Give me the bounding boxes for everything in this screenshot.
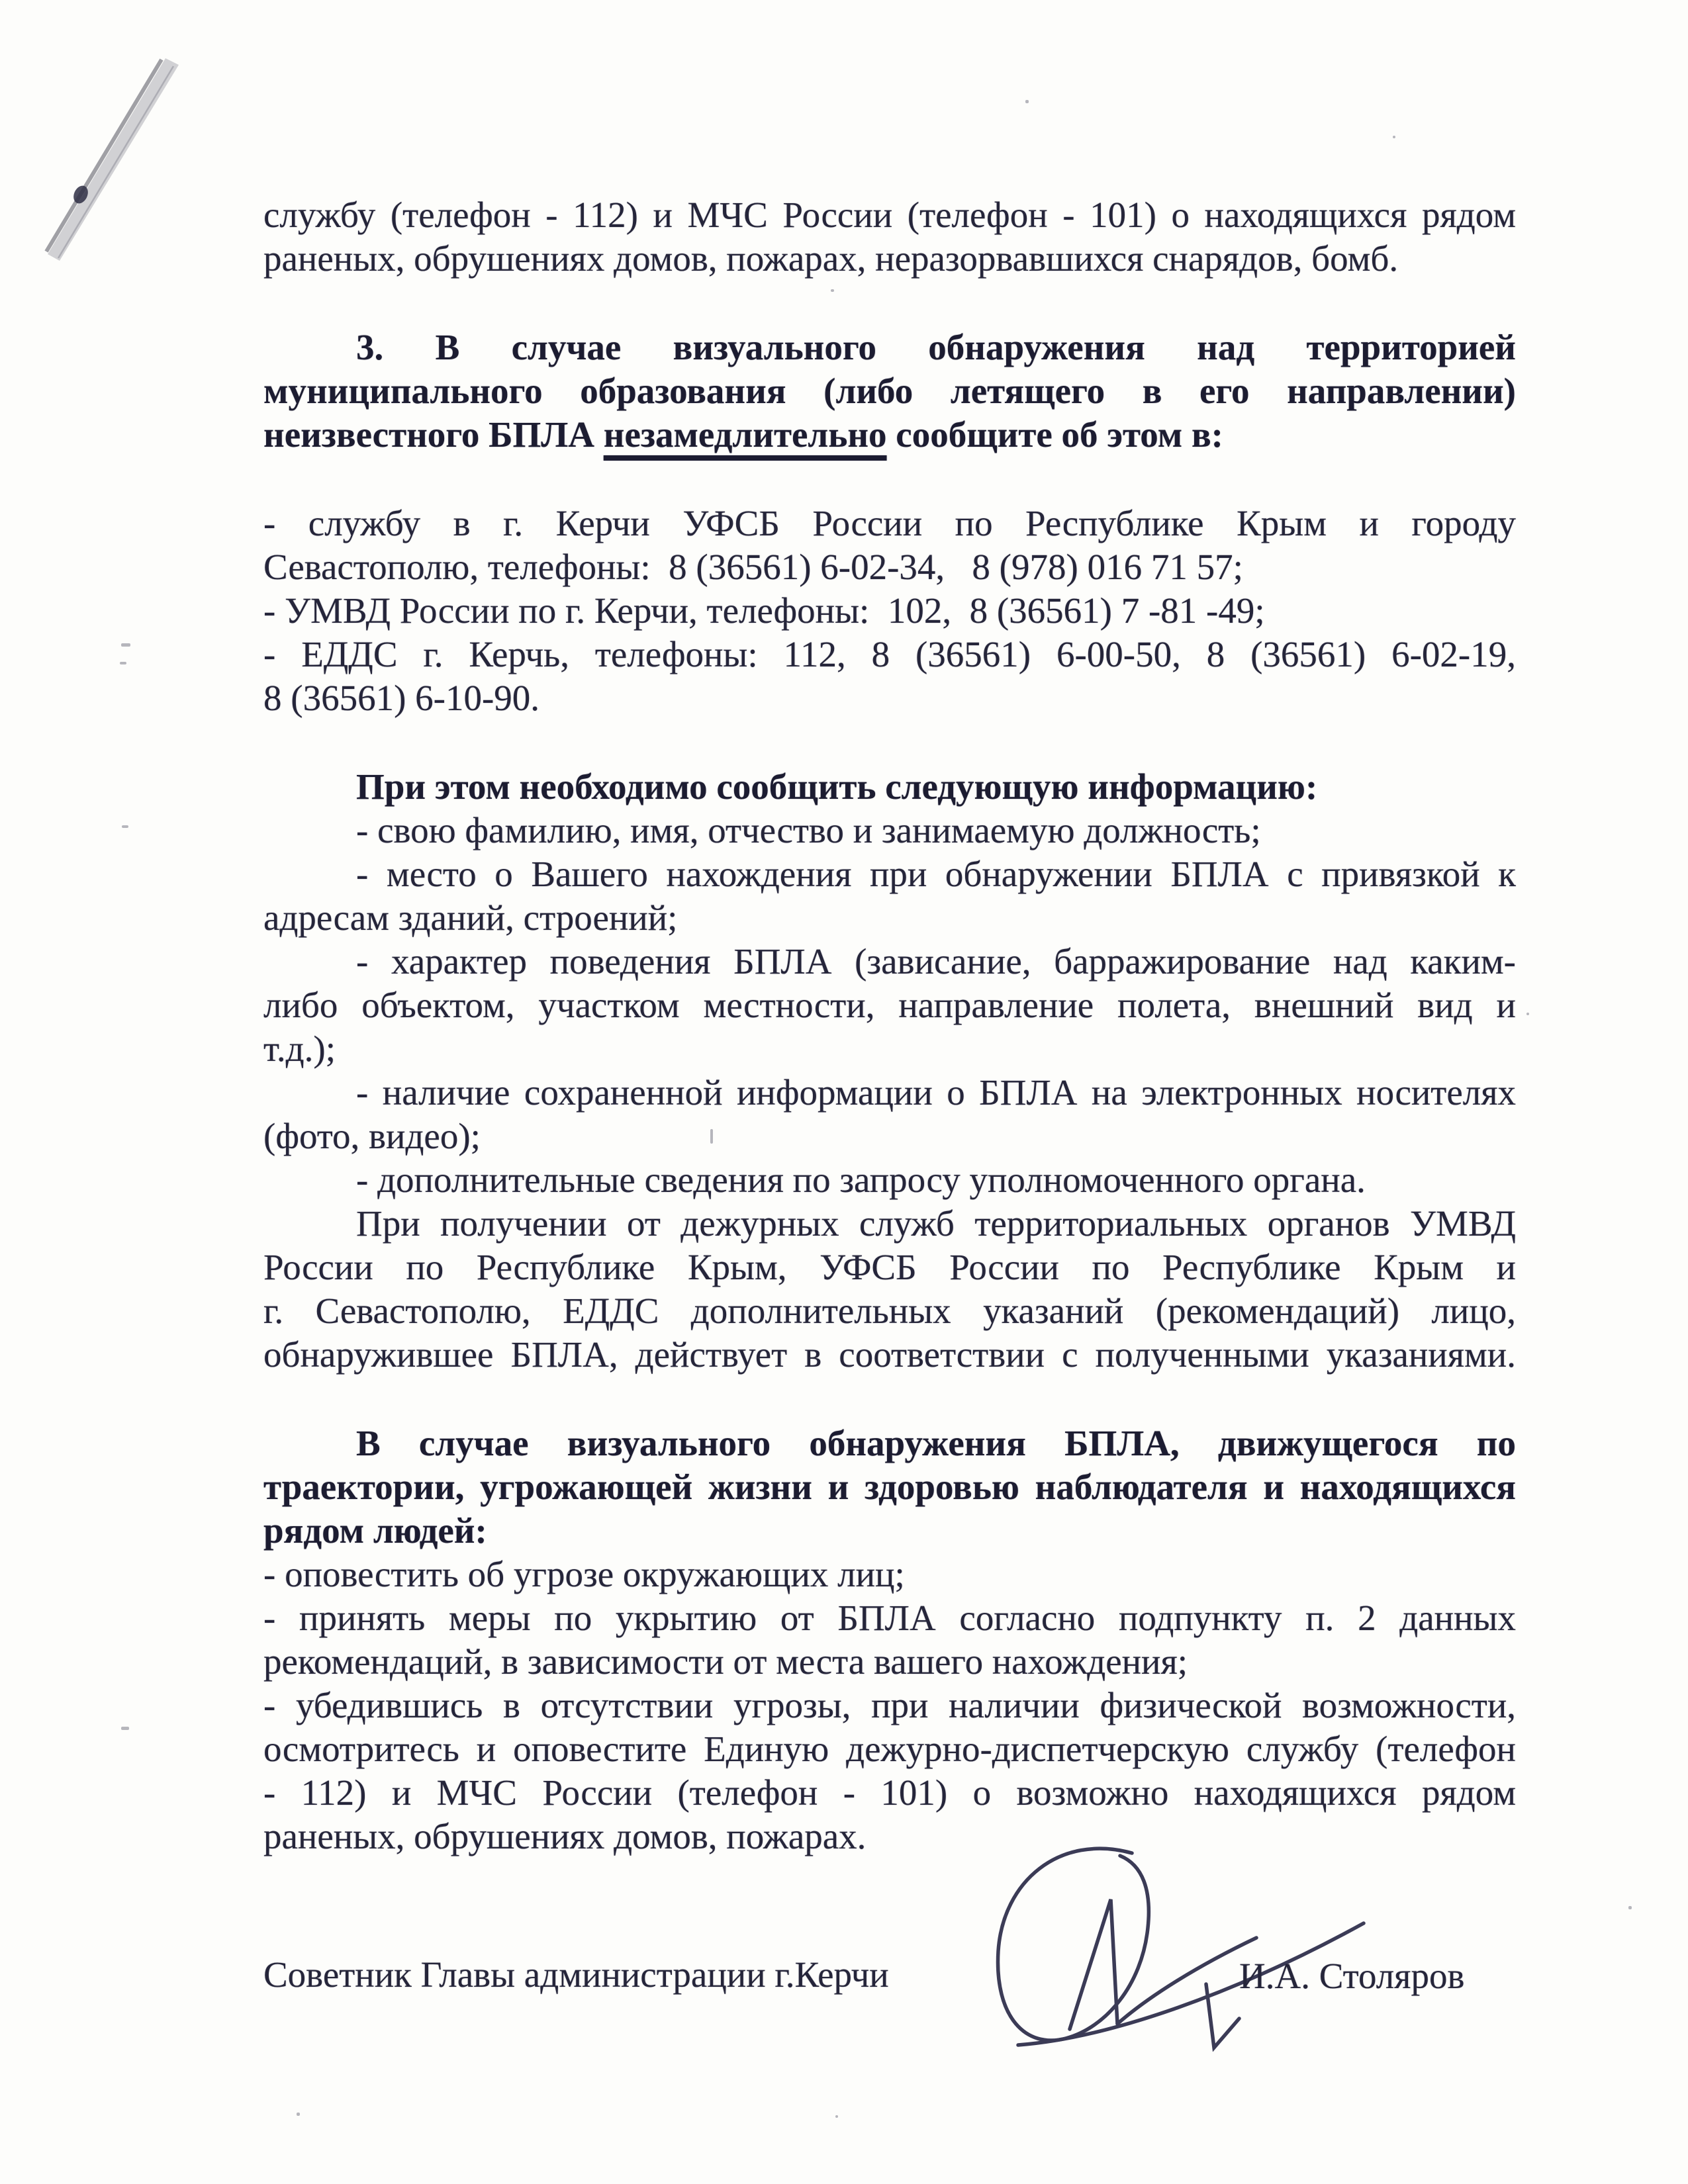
scan-speck — [1628, 1906, 1632, 1909]
text-line: 3. В случае визуального обнаружения над территорией — [356, 327, 1516, 367]
scan-speck — [835, 2115, 838, 2118]
scan-corner-artifact — [20, 40, 205, 278]
text-line: - свою фамилию, имя, отчество и занимаемую должность; — [356, 810, 1261, 850]
text-line: г. Севастополю, ЕДДС дополнительных указаний (рекомендаций) лицо, — [263, 1291, 1516, 1331]
text-line: - принять меры по укрытию от БПЛА согласно подпункту п. 2 данных — [263, 1598, 1516, 1638]
text-line: - дополнительные сведения по запросу уполномоченного органа. — [356, 1160, 1366, 1200]
text-line: - ЕДДС г. Керчь, телефоны: 112, 8 (36561) 6-00-50, 8 (36561) 6-02-19, — [263, 634, 1516, 674]
paragraph — [263, 809, 1516, 1377]
scan-speck — [1393, 136, 1395, 138]
scan-speck — [1025, 100, 1029, 103]
text-line: раненых, обрушениях домов, пожарах, неразорвавшихся снарядов, бомб. — [263, 238, 1399, 279]
text-line: либо объектом, участком местности, направление полета, внешний вид и — [263, 985, 1516, 1025]
text-line: В случае визуального обнаружения БПЛА, движущегося по — [356, 1423, 1516, 1463]
paragraph — [263, 193, 1516, 281]
text-line: муниципального образования (либо летящего в его направлении) — [263, 371, 1516, 411]
text-line: - оповестить об угрозе окружающих лиц; — [263, 1554, 905, 1594]
text-line: При получении от дежурных служб территориальных органов УМВД — [356, 1203, 1516, 1244]
text-segment: сообщите об этом в: — [886, 414, 1223, 455]
scan-speck — [122, 825, 128, 828]
text-line: России по Республике Крым, УФСБ России по Республике Крым и — [263, 1247, 1516, 1287]
signer-name: И.А. Столяров — [1239, 1956, 1465, 1996]
signer-title: Советник Главы администрации г.Керчи — [263, 1954, 889, 1995]
underlined-text: незамедлительно — [603, 414, 887, 455]
text-line: - службу в г. Керчи УФСБ России по Республике Крым и городу — [263, 503, 1516, 543]
text-line — [263, 413, 1516, 457]
text-line: При этом необходимо сообщить следующую информацию: — [356, 766, 1318, 807]
scan-speck — [710, 1129, 713, 1144]
scan-speck — [831, 289, 834, 292]
text-segment: неизвестного БПЛА — [263, 414, 604, 455]
paragraph — [263, 502, 1516, 720]
text-line: рядом людей: — [263, 1510, 487, 1551]
text-line: т.д.); — [263, 1028, 336, 1069]
text-line: - УМВД России по г. Керчи, телефоны: 102, 8 (36561) 7 -81 -49; — [263, 590, 1265, 631]
document-text — [263, 193, 1516, 1858]
paragraph — [263, 765, 1516, 809]
signature-scribble — [940, 1825, 1390, 2064]
text-line: адресам зданий, строений; — [263, 897, 678, 938]
scan-speck — [121, 1727, 129, 1730]
text-line: осмотритесь и оповестите Единую дежурно-диспетчерскую службу (телефон — [263, 1729, 1516, 1769]
text-line: (фото, видео); — [263, 1116, 481, 1156]
text-line: Севастополю, телефоны: 8 (36561) 6-02-34, 8 (978) 016 71 57; — [263, 547, 1243, 587]
text-line: раненых, обрушениях домов, пожарах. — [263, 1816, 867, 1856]
scan-speck — [121, 643, 130, 647]
scan-speck — [1526, 1013, 1529, 1015]
text-line: 8 (36561) 6-10-90. — [263, 678, 540, 718]
text-line: службу (телефон - 112) и МЧС России (телефон - 101) о находящихся рядом — [263, 195, 1516, 235]
paragraph — [263, 326, 1516, 457]
text-line: обнаружившее БПЛА, действует в соответствии с полученными указаниями. — [263, 1334, 1516, 1375]
text-line: - наличие сохраненной информации о БПЛА на электронных носителях — [356, 1072, 1516, 1113]
text-line: траектории, угрожающей жизни и здоровью наблюдателя и находящихся — [263, 1467, 1516, 1507]
text-line: рекомендаций, в зависимости от места вашего нахождения; — [263, 1641, 1188, 1682]
text-line: - 112) и МЧС России (телефон - 101) о возможно находящихся рядом — [263, 1772, 1516, 1813]
scan-speck — [297, 2113, 300, 2116]
scan-speck — [120, 662, 126, 664]
paragraph — [263, 1553, 1516, 1858]
text-line: - характер поведения БПЛА (зависание, барражирование над каким- — [356, 941, 1516, 981]
text-line: - место о Вашего нахождения при обнаружении БПЛА с привязкой к — [356, 854, 1516, 894]
text-line: - убедившись в отсутствии угрозы, при наличии физической возможности, — [263, 1685, 1516, 1725]
paragraph — [263, 1422, 1516, 1553]
